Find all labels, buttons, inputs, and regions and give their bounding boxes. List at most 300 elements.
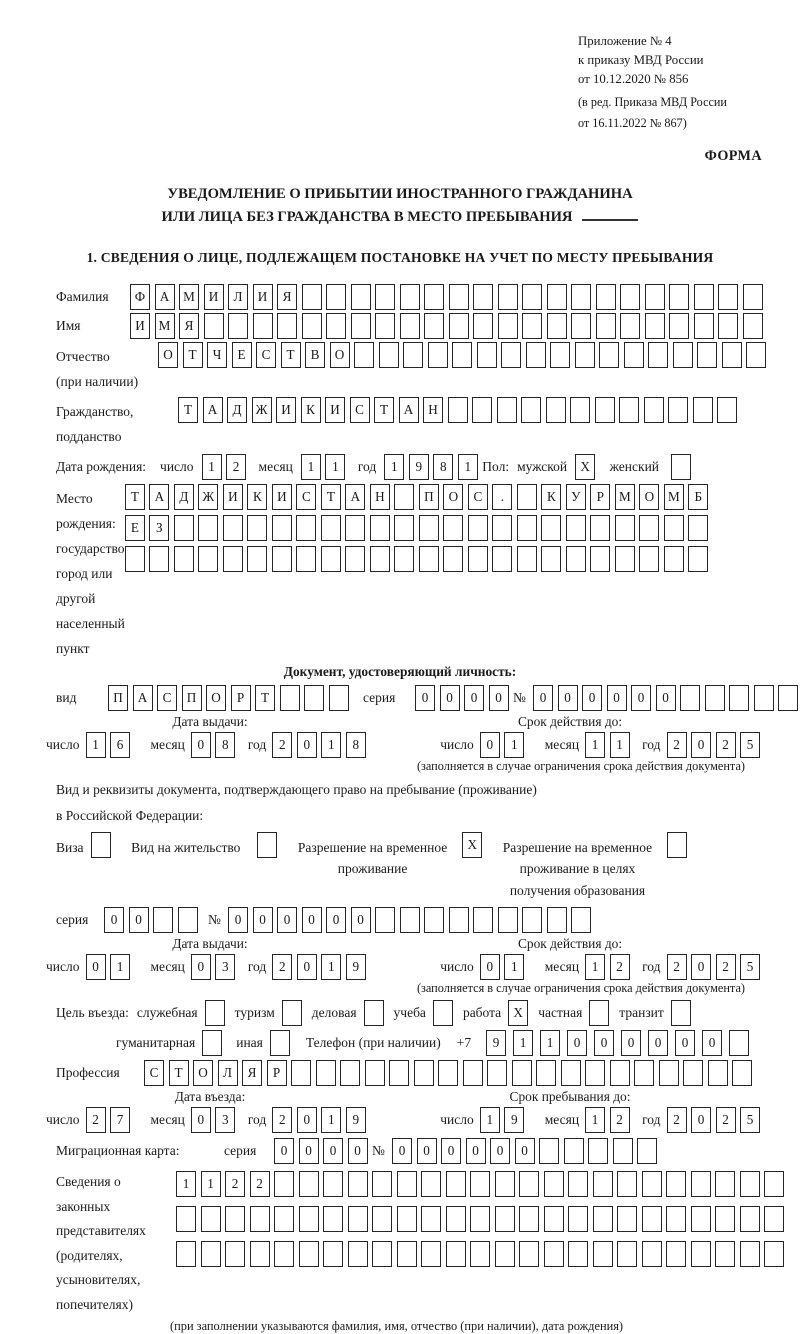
form-cell[interactable]: 2 (225, 1171, 245, 1197)
form-cell[interactable]: Д (174, 484, 194, 510)
form-cell[interactable] (91, 832, 111, 858)
form-cell[interactable]: Т (374, 397, 394, 423)
form-cell[interactable] (639, 515, 659, 541)
form-cell[interactable]: 1 (321, 732, 341, 758)
form-cell[interactable]: 1 (513, 1030, 533, 1056)
form-cell[interactable]: X (462, 832, 482, 858)
form-cell[interactable] (615, 515, 635, 541)
form-cell[interactable] (517, 484, 537, 510)
form-cell[interactable] (400, 313, 420, 339)
form-cell[interactable] (536, 1060, 556, 1086)
form-cell[interactable] (740, 1171, 760, 1197)
form-cell[interactable] (648, 342, 668, 368)
given-name-cells[interactable] (130, 313, 767, 339)
form-cell[interactable] (571, 284, 591, 310)
form-cell[interactable] (642, 1171, 662, 1197)
form-cell[interactable] (541, 546, 561, 572)
form-cell[interactable] (517, 515, 537, 541)
form-cell[interactable] (547, 284, 567, 310)
form-cell[interactable]: 0 (515, 1138, 535, 1164)
sex-female-checkbox[interactable] (671, 454, 696, 480)
form-cell[interactable] (688, 515, 708, 541)
form-cell[interactable] (296, 515, 316, 541)
form-cell[interactable] (550, 342, 570, 368)
form-cell[interactable]: М (179, 284, 199, 310)
identity-issue-day[interactable] (86, 732, 135, 758)
form-cell[interactable] (443, 546, 463, 572)
form-cell[interactable] (522, 313, 542, 339)
form-cell[interactable]: Л (228, 284, 248, 310)
form-cell[interactable] (498, 907, 518, 933)
form-cell[interactable] (201, 1206, 221, 1232)
form-cell[interactable]: 0 (490, 1138, 510, 1164)
form-cell[interactable] (754, 685, 774, 711)
form-cell[interactable]: 0 (86, 954, 106, 980)
form-cell[interactable] (282, 1000, 302, 1026)
form-cell[interactable]: Д (227, 397, 247, 423)
form-cell[interactable] (764, 1171, 784, 1197)
form-cell[interactable] (642, 1241, 662, 1267)
form-cell[interactable]: 8 (346, 732, 366, 758)
form-cell[interactable] (274, 1206, 294, 1232)
form-cell[interactable] (519, 1241, 539, 1267)
form-cell[interactable] (729, 685, 749, 711)
form-cell[interactable]: Ф (130, 284, 150, 310)
form-cell[interactable] (697, 342, 717, 368)
form-cell[interactable]: 0 (326, 907, 346, 933)
form-cell[interactable]: 2 (667, 954, 687, 980)
form-cell[interactable] (522, 907, 542, 933)
form-cell[interactable] (568, 1206, 588, 1232)
form-cell[interactable]: 1 (201, 1171, 221, 1197)
form-cell[interactable] (705, 685, 725, 711)
visa-checkbox[interactable] (91, 832, 116, 858)
form-cell[interactable]: 7 (110, 1107, 130, 1133)
form-cell[interactable] (323, 1241, 343, 1267)
form-cell[interactable] (470, 1171, 490, 1197)
form-cell[interactable] (691, 1171, 711, 1197)
form-cell[interactable] (296, 546, 316, 572)
residence-permit-checkbox[interactable] (257, 832, 282, 858)
form-cell[interactable] (694, 313, 714, 339)
form-cell[interactable]: 0 (691, 732, 711, 758)
form-cell[interactable] (348, 1206, 368, 1232)
form-cell[interactable]: Т (169, 1060, 189, 1086)
form-cell[interactable] (389, 1060, 409, 1086)
purpose-transit-checkbox[interactable] (664, 1000, 691, 1026)
form-cell[interactable] (354, 342, 374, 368)
form-cell[interactable]: 2 (272, 1107, 292, 1133)
form-cell[interactable]: 0 (297, 732, 317, 758)
form-cell[interactable]: А (399, 397, 419, 423)
form-cell[interactable]: И (253, 284, 273, 310)
form-cell[interactable] (764, 1206, 784, 1232)
identity-validity-year[interactable] (667, 732, 765, 758)
form-cell[interactable] (541, 515, 561, 541)
form-cell[interactable]: 2 (272, 954, 292, 980)
form-cell[interactable] (521, 397, 541, 423)
form-cell[interactable]: И (204, 284, 224, 310)
form-cell[interactable]: 1 (504, 732, 524, 758)
form-cell[interactable] (539, 1138, 559, 1164)
form-cell[interactable] (125, 546, 145, 572)
representatives-row3-cells[interactable] (176, 1241, 789, 1267)
form-cell[interactable] (394, 484, 414, 510)
form-cell[interactable]: 0 (489, 685, 509, 711)
form-cell[interactable] (419, 515, 439, 541)
form-cell[interactable] (564, 1138, 584, 1164)
form-cell[interactable] (593, 1241, 613, 1267)
form-cell[interactable] (691, 1206, 711, 1232)
form-cell[interactable] (497, 397, 517, 423)
form-cell[interactable]: Т (321, 484, 341, 510)
form-cell[interactable]: 2 (667, 1107, 687, 1133)
form-cell[interactable]: 9 (409, 454, 429, 480)
form-cell[interactable] (590, 546, 610, 572)
form-cell[interactable] (522, 284, 542, 310)
purpose-other-checkbox[interactable] (263, 1030, 290, 1056)
form-cell[interactable]: 0 (302, 907, 322, 933)
form-cell[interactable]: 0 (299, 1138, 319, 1164)
form-cell[interactable]: У (566, 484, 586, 510)
form-cell[interactable]: О (443, 484, 463, 510)
form-cell[interactable] (323, 1206, 343, 1232)
form-cell[interactable]: 0 (621, 1030, 641, 1056)
form-cell[interactable] (257, 832, 277, 858)
identity-validity-month[interactable] (585, 732, 634, 758)
form-cell[interactable]: 1 (585, 1107, 605, 1133)
form-cell[interactable]: 0 (480, 954, 500, 980)
form-cell[interactable] (302, 313, 322, 339)
form-cell[interactable]: 0 (415, 685, 435, 711)
purpose-work-checkbox[interactable] (501, 1000, 528, 1026)
form-cell[interactable] (176, 1206, 196, 1232)
purpose-humanitarian-checkbox[interactable] (195, 1030, 222, 1056)
form-cell[interactable] (291, 1060, 311, 1086)
form-cell[interactable]: 0 (297, 954, 317, 980)
form-cell[interactable] (201, 1241, 221, 1267)
form-cell[interactable]: 1 (585, 732, 605, 758)
form-cell[interactable]: 0 (656, 685, 676, 711)
patronymic-cells[interactable] (158, 342, 771, 368)
form-cell[interactable]: О (330, 342, 350, 368)
form-cell[interactable]: 1 (610, 732, 630, 758)
form-cell[interactable]: Я (179, 313, 199, 339)
form-cell[interactable]: 2 (272, 732, 292, 758)
edu-permit-checkbox[interactable] (667, 832, 692, 858)
form-cell[interactable]: 1 (176, 1171, 196, 1197)
form-cell[interactable] (477, 342, 497, 368)
form-cell[interactable]: С (157, 685, 177, 711)
form-cell[interactable]: Л (218, 1060, 238, 1086)
form-cell[interactable]: 0 (631, 685, 651, 711)
form-cell[interactable]: 0 (323, 1138, 343, 1164)
form-cell[interactable] (345, 546, 365, 572)
form-cell[interactable]: X (508, 1000, 528, 1026)
purpose-official-checkbox[interactable] (198, 1000, 225, 1026)
form-cell[interactable]: 1 (321, 954, 341, 980)
form-cell[interactable] (433, 1000, 453, 1026)
form-cell[interactable]: . (492, 484, 512, 510)
permit-issue-day[interactable] (86, 954, 135, 980)
form-cell[interactable] (593, 1206, 613, 1232)
form-cell[interactable] (619, 397, 639, 423)
form-cell[interactable]: 0 (191, 732, 211, 758)
form-cell[interactable]: 0 (191, 954, 211, 980)
doc-type-cells[interactable] (108, 685, 353, 711)
form-cell[interactable] (299, 1206, 319, 1232)
form-cell[interactable] (691, 1241, 711, 1267)
purpose-tourism-checkbox[interactable] (275, 1000, 302, 1026)
form-cell[interactable]: 0 (104, 907, 124, 933)
form-cell[interactable] (351, 313, 371, 339)
form-cell[interactable] (176, 1241, 196, 1267)
identity-issue-month[interactable] (191, 732, 240, 758)
form-cell[interactable]: О (193, 1060, 213, 1086)
form-cell[interactable] (205, 1000, 225, 1026)
form-cell[interactable] (397, 1241, 417, 1267)
form-cell[interactable] (715, 1171, 735, 1197)
form-cell[interactable]: А (133, 685, 153, 711)
form-cell[interactable]: 8 (215, 732, 235, 758)
form-cell[interactable] (370, 546, 390, 572)
identity-validity-day[interactable] (480, 732, 529, 758)
form-cell[interactable] (424, 313, 444, 339)
form-cell[interactable] (668, 397, 688, 423)
form-cell[interactable] (595, 397, 615, 423)
form-cell[interactable] (397, 1171, 417, 1197)
form-cell[interactable] (372, 1241, 392, 1267)
form-cell[interactable]: 0 (274, 1138, 294, 1164)
form-cell[interactable] (694, 284, 714, 310)
form-cell[interactable] (492, 546, 512, 572)
form-cell[interactable]: 2 (667, 732, 687, 758)
form-cell[interactable]: Т (183, 342, 203, 368)
form-cell[interactable]: А (149, 484, 169, 510)
form-cell[interactable]: 2 (610, 954, 630, 980)
form-cell[interactable] (394, 515, 414, 541)
form-cell[interactable]: 0 (191, 1107, 211, 1133)
form-cell[interactable] (585, 1060, 605, 1086)
form-cell[interactable]: 0 (351, 907, 371, 933)
permit-issue-year[interactable] (272, 954, 370, 980)
form-cell[interactable] (546, 397, 566, 423)
form-cell[interactable]: О (158, 342, 178, 368)
form-cell[interactable] (153, 907, 173, 933)
form-cell[interactable]: Т (125, 484, 145, 510)
permit-issue-month[interactable] (191, 954, 240, 980)
form-cell[interactable] (372, 1171, 392, 1197)
form-cell[interactable] (348, 1171, 368, 1197)
form-cell[interactable] (575, 342, 595, 368)
form-cell[interactable] (571, 907, 591, 933)
permit-validity-year[interactable] (667, 954, 765, 980)
form-cell[interactable] (588, 1138, 608, 1164)
form-cell[interactable]: 1 (325, 454, 345, 480)
form-cell[interactable] (174, 546, 194, 572)
form-cell[interactable] (708, 1060, 728, 1086)
entry-year[interactable] (272, 1107, 370, 1133)
form-cell[interactable] (683, 1060, 703, 1086)
doc-series-cells[interactable] (415, 685, 513, 711)
form-cell[interactable] (664, 515, 684, 541)
form-cell[interactable] (596, 313, 616, 339)
form-cell[interactable] (202, 1030, 222, 1056)
form-cell[interactable]: X (575, 454, 595, 480)
form-cell[interactable] (722, 342, 742, 368)
form-cell[interactable] (639, 546, 659, 572)
form-cell[interactable] (617, 1241, 637, 1267)
form-cell[interactable] (321, 515, 341, 541)
form-cell[interactable] (174, 515, 194, 541)
form-cell[interactable]: П (419, 484, 439, 510)
form-cell[interactable]: 0 (129, 907, 149, 933)
form-cell[interactable] (340, 1060, 360, 1086)
form-cell[interactable] (345, 515, 365, 541)
form-cell[interactable]: Р (267, 1060, 287, 1086)
form-cell[interactable]: Е (232, 342, 252, 368)
form-cell[interactable] (617, 1171, 637, 1197)
form-cell[interactable]: 0 (648, 1030, 668, 1056)
birthplace-row3-cells[interactable] (125, 546, 713, 572)
form-cell[interactable] (519, 1171, 539, 1197)
permit-series-cells[interactable] (104, 907, 202, 933)
form-cell[interactable] (673, 342, 693, 368)
form-cell[interactable]: 2 (610, 1107, 630, 1133)
form-cell[interactable]: Ж (252, 397, 272, 423)
form-cell[interactable] (680, 685, 700, 711)
form-cell[interactable]: П (182, 685, 202, 711)
sex-male-checkbox[interactable] (575, 454, 600, 480)
form-cell[interactable] (740, 1206, 760, 1232)
form-cell[interactable] (473, 284, 493, 310)
form-cell[interactable]: Н (423, 397, 443, 423)
form-cell[interactable] (487, 1060, 507, 1086)
form-cell[interactable] (321, 546, 341, 572)
form-cell[interactable] (375, 284, 395, 310)
birth-day-cells[interactable] (202, 454, 251, 480)
form-cell[interactable] (717, 397, 737, 423)
form-cell[interactable]: 0 (582, 685, 602, 711)
form-cell[interactable] (468, 515, 488, 541)
form-cell[interactable] (715, 1206, 735, 1232)
form-cell[interactable]: Н (370, 484, 390, 510)
form-cell[interactable]: А (203, 397, 223, 423)
form-cell[interactable] (250, 1206, 270, 1232)
form-cell[interactable] (669, 313, 689, 339)
form-cell[interactable] (438, 1060, 458, 1086)
form-cell[interactable] (228, 313, 248, 339)
form-cell[interactable] (394, 546, 414, 572)
form-cell[interactable] (659, 1060, 679, 1086)
stay-year[interactable] (667, 1107, 765, 1133)
form-cell[interactable]: 0 (253, 907, 273, 933)
form-cell[interactable] (544, 1241, 564, 1267)
form-cell[interactable]: 8 (433, 454, 453, 480)
form-cell[interactable]: 1 (301, 454, 321, 480)
form-cell[interactable]: 0 (348, 1138, 368, 1164)
form-cell[interactable] (688, 546, 708, 572)
form-cell[interactable] (225, 1241, 245, 1267)
form-cell[interactable]: С (256, 342, 276, 368)
form-cell[interactable]: 3 (215, 954, 235, 980)
form-cell[interactable]: 1 (321, 1107, 341, 1133)
form-cell[interactable] (547, 907, 567, 933)
permit-number-cells[interactable] (228, 907, 596, 933)
form-cell[interactable] (624, 342, 644, 368)
form-cell[interactable]: 9 (346, 1107, 366, 1133)
form-cell[interactable] (743, 284, 763, 310)
form-cell[interactable]: 0 (675, 1030, 695, 1056)
form-cell[interactable] (446, 1206, 466, 1232)
form-cell[interactable] (642, 1206, 662, 1232)
form-cell[interactable] (568, 1241, 588, 1267)
form-cell[interactable]: 1 (540, 1030, 560, 1056)
form-cell[interactable]: О (639, 484, 659, 510)
surname-cells[interactable] (130, 284, 767, 310)
form-cell[interactable] (620, 284, 640, 310)
form-cell[interactable] (329, 685, 349, 711)
representatives-row1-cells[interactable] (176, 1171, 789, 1197)
form-cell[interactable]: 0 (440, 685, 460, 711)
form-cell[interactable] (449, 313, 469, 339)
form-cell[interactable] (446, 1241, 466, 1267)
form-cell[interactable]: И (272, 484, 292, 510)
form-cell[interactable]: 0 (691, 1107, 711, 1133)
form-cell[interactable] (419, 546, 439, 572)
form-cell[interactable]: 1 (480, 1107, 500, 1133)
profession-cells[interactable] (144, 1060, 757, 1086)
form-cell[interactable]: 0 (607, 685, 627, 711)
form-cell[interactable] (326, 284, 346, 310)
identity-issue-year[interactable] (272, 732, 370, 758)
form-cell[interactable] (715, 1241, 735, 1267)
stay-month[interactable] (585, 1107, 634, 1133)
form-cell[interactable] (495, 1241, 515, 1267)
form-cell[interactable] (424, 284, 444, 310)
form-cell[interactable] (519, 1206, 539, 1232)
birth-month-cells[interactable] (301, 454, 350, 480)
birthplace-row1-cells[interactable] (125, 484, 713, 510)
form-cell[interactable] (304, 685, 324, 711)
form-cell[interactable] (247, 515, 267, 541)
form-cell[interactable]: 0 (702, 1030, 722, 1056)
form-cell[interactable] (732, 1060, 752, 1086)
form-cell[interactable]: 9 (486, 1030, 506, 1056)
migration-series-cells[interactable] (274, 1138, 372, 1164)
form-cell[interactable] (198, 515, 218, 541)
form-cell[interactable] (375, 907, 395, 933)
form-cell[interactable] (198, 546, 218, 572)
form-cell[interactable] (666, 1241, 686, 1267)
form-cell[interactable] (397, 1206, 417, 1232)
entry-day[interactable] (86, 1107, 135, 1133)
representatives-row2-cells[interactable] (176, 1206, 789, 1232)
form-cell[interactable] (472, 397, 492, 423)
permit-validity-month[interactable] (585, 954, 634, 980)
form-cell[interactable] (498, 313, 518, 339)
form-cell[interactable] (421, 1171, 441, 1197)
form-cell[interactable] (280, 685, 300, 711)
form-cell[interactable]: З (149, 515, 169, 541)
form-cell[interactable]: 2 (716, 954, 736, 980)
form-cell[interactable] (204, 313, 224, 339)
stay-day[interactable] (480, 1107, 529, 1133)
form-cell[interactable]: Ч (207, 342, 227, 368)
form-cell[interactable] (449, 907, 469, 933)
form-cell[interactable] (379, 342, 399, 368)
form-cell[interactable]: С (296, 484, 316, 510)
